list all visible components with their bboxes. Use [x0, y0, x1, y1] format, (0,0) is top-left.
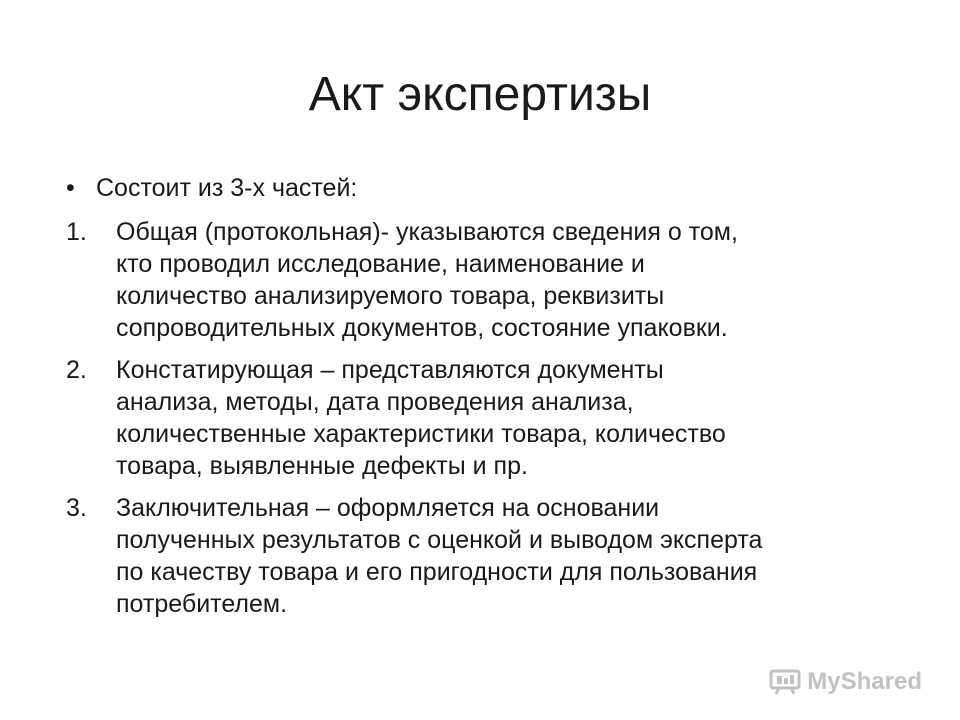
list-item-line: сопроводительных документов, состояние упаковки.: [116, 314, 728, 342]
bullet-dot-icon: •: [66, 174, 75, 202]
list-item: [66, 354, 886, 482]
slide-body: [66, 172, 886, 630]
bullet-item: [66, 172, 886, 204]
presentation-board-icon: [769, 669, 801, 695]
list-item-line: количественные характеристики товара, количество: [116, 420, 726, 448]
bullet-text: Состоит из 3-х частей:: [96, 174, 358, 202]
list-item-line: кто проводил исследование, наименование и: [116, 250, 645, 278]
list-item-number: 3.: [66, 494, 87, 522]
list-item: [66, 492, 886, 620]
list-item-line: товара, выявленные дефекты и пр.: [116, 452, 528, 480]
list-item-line: Заключительная – оформляется на основании: [116, 494, 660, 522]
watermark-text: MyShared: [807, 668, 922, 695]
numbered-list: [66, 216, 886, 620]
list-item-line: по качеству товара и его пригодности для пользования: [116, 558, 758, 586]
slide-title: Акт экспертизы: [308, 68, 652, 121]
list-item-line: количество анализируемого товара, реквизиты: [116, 282, 665, 310]
list-item-number: 1.: [66, 218, 87, 246]
list-item-line: Констатирующая – представляются документы: [116, 356, 664, 384]
list-item-line: Общая (протокольная)- указываются сведения о том,: [116, 218, 738, 246]
list-item-line: анализа, методы, дата проведения анализа,: [116, 388, 634, 416]
list-item-line: полученных результатов с оценкой и выводом эксперта: [116, 526, 763, 554]
list-item-line: потребителем.: [116, 590, 288, 618]
list-item: [66, 216, 886, 344]
list-item-number: 2.: [66, 356, 87, 384]
watermark: [769, 668, 922, 696]
